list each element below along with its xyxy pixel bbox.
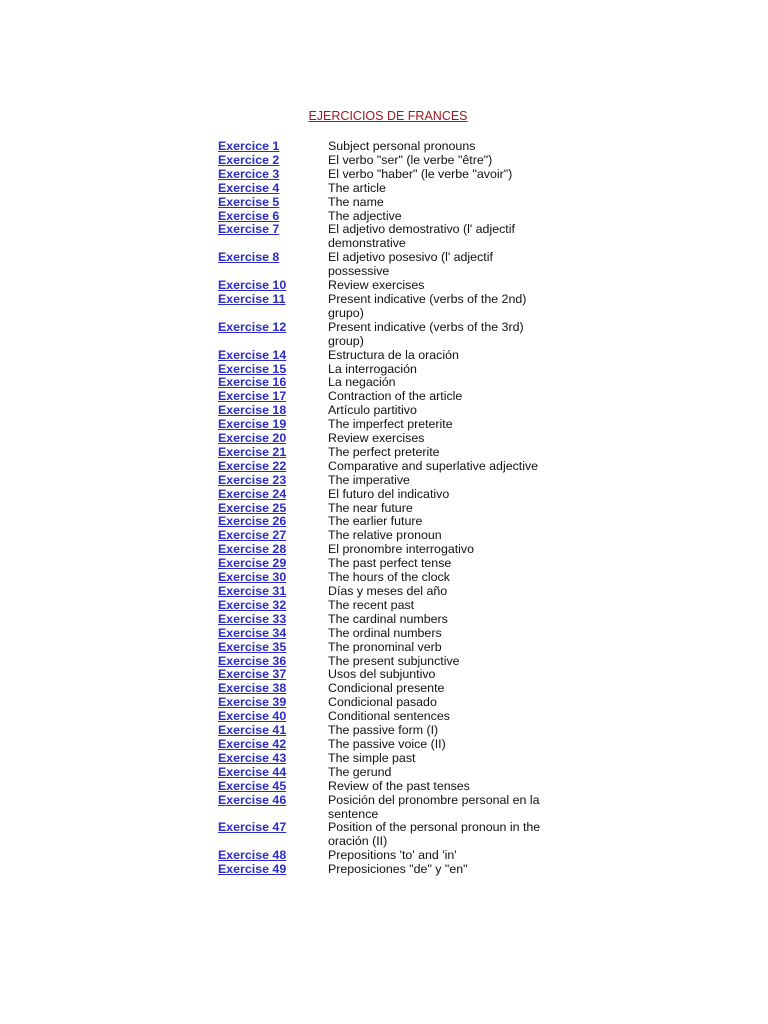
exercise-row [218,682,558,696]
exercise-description: El verbo "ser" (le verbe "être") [328,152,493,167]
exercise-link[interactable]: Exercice 1 [218,139,280,153]
exercise-link[interactable]: Exercise 7 [218,222,280,237]
exercise-link[interactable]: Exercise 12 [218,319,287,334]
exercise-link[interactable]: Exercice 3 [218,166,280,181]
exercise-link[interactable]: Exercise 47 [218,820,287,835]
exercise-row [218,627,558,641]
exercise-description: La negación [328,375,396,390]
exercise-description: The ordinal numbers [328,625,442,640]
exercise-row [218,460,558,474]
exercise-row [218,752,558,766]
exercise-link[interactable]: Exercise 14 [218,347,287,362]
exercise-row [218,515,558,529]
exercise-description: The imperative [328,472,410,487]
exercise-description: Artículo partitivo [328,403,417,418]
exercise-description: The earlier future [328,514,423,529]
exercise-description: Días y meses del año [328,584,448,598]
exercise-row [218,474,558,488]
exercise-row [218,821,558,849]
exercise-link[interactable]: Exercise 44 [218,764,287,779]
exercise-link[interactable]: Exercise 36 [218,653,287,668]
exercise-link[interactable]: Exercise 11 [218,291,286,306]
exercise-description: Review exercises [328,278,425,293]
exercise-link[interactable]: Exercise 48 [218,848,287,863]
exercise-description: Condicional presente [328,681,445,696]
exercise-description: Present indicative (verbs of the 2nd) grupo) [328,291,527,320]
exercise-row [218,210,558,224]
exercise-link[interactable]: Exercise 37 [218,667,287,682]
exercise-description: Subject personal pronouns [328,139,476,153]
exercise-link[interactable]: Exercise 39 [218,695,287,710]
exercise-row [218,432,558,446]
exercise-link[interactable]: Exercise 21 [218,444,287,459]
exercise-link[interactable]: Exercise 24 [218,486,287,501]
exercise-row [218,251,558,279]
exercise-description: Comparative and superlative adjective [328,458,539,473]
exercise-description: The simple past [328,750,416,765]
exercise-row [218,766,558,780]
exercise-row [218,668,558,682]
exercise-link[interactable]: Exercise 5 [218,194,280,209]
exercise-description: The near future [328,500,413,515]
exercise-description: Review of the past tenses [328,778,470,793]
exercise-row [218,488,558,502]
exercise-list [218,140,558,877]
exercise-row [218,780,558,794]
exercise-description: The pronominal verb [328,639,442,654]
exercise-link[interactable]: Exercise 35 [218,639,287,654]
exercise-description: Usos del subjuntivo [328,667,436,682]
exercise-description: Review exercises [328,431,425,446]
exercise-link[interactable]: Exercise 38 [218,681,287,696]
exercise-row [218,724,558,738]
exercise-link[interactable]: Exercise 25 [218,500,287,515]
exercise-description: The relative pronoun [328,528,442,543]
exercise-link[interactable]: Exercise 28 [218,542,287,557]
exercise-row [218,710,558,724]
exercise-link[interactable]: Exercise 40 [218,709,287,724]
exercise-description: Conditional sentences [328,709,450,724]
exercise-row [218,446,558,460]
exercise-description: Contraction of the article [328,389,463,404]
exercise-row [218,641,558,655]
exercise-row [218,655,558,669]
exercise-row [218,794,558,822]
exercise-row [218,196,558,210]
exercise-description: La interrogación [328,361,417,376]
exercise-link[interactable]: Exercise 33 [218,611,287,626]
exercise-row [218,571,558,585]
exercise-description: Condicional pasado [328,695,437,710]
exercise-link[interactable]: Exercise 42 [218,736,287,751]
exercise-description: The imperfect preterite [328,417,453,432]
exercise-row [218,529,558,543]
exercise-description: The hours of the clock [328,570,450,585]
exercise-description: The past perfect tense [328,556,452,571]
exercise-link[interactable]: Exercise 29 [218,556,287,571]
exercise-row [218,404,558,418]
exercise-link[interactable]: Exercise 10 [218,278,287,293]
exercise-description: The recent past [328,597,415,612]
exercise-row [218,599,558,613]
exercise-row [218,376,558,390]
exercise-description: Present indicative (verbs of the 3rd) group) [328,319,524,348]
exercise-row [218,418,558,432]
exercise-row [218,502,558,516]
exercise-row [218,738,558,752]
exercise-row [218,696,558,710]
exercise-row [218,613,558,627]
exercise-link[interactable]: Exercice 2 [218,152,280,167]
exercise-row [218,363,558,377]
exercise-link[interactable]: Exercise 45 [218,778,287,793]
exercise-description: The adjective [328,208,402,223]
exercise-link[interactable]: Exercise 16 [218,375,287,390]
exercise-row [218,390,558,404]
exercise-row [218,849,558,863]
exercise-link[interactable]: Exercise 26 [218,514,287,529]
exercise-row [218,293,558,321]
exercise-link[interactable]: Exercise 23 [218,472,287,487]
exercise-description: El futuro del indicativo [328,486,450,501]
exercise-description: The present subjunctive [328,653,460,668]
page-title: EJERCICIOS DE FRANCES [308,109,468,123]
exercise-description: The gerund [328,764,392,779]
exercise-row [218,182,558,196]
exercise-description: The perfect preterite [328,444,440,459]
exercise-row [218,154,558,168]
exercise-link[interactable]: Exercise 30 [218,570,287,585]
exercise-row [218,140,558,154]
exercise-description: The passive voice (II) [328,736,446,751]
exercise-link[interactable]: Exercise 4 [218,180,280,195]
exercise-description: El pronombre interrogativo [328,542,475,557]
exercise-row [218,349,558,363]
exercise-description: Estructura de la oración [328,347,459,362]
exercise-link[interactable]: Exercise 46 [218,792,287,807]
exercise-row [218,585,558,599]
exercise-link[interactable]: Exercise 27 [218,528,287,543]
exercise-description: The cardinal numbers [328,611,448,626]
exercise-link[interactable]: Exercise 6 [218,208,280,223]
exercise-description: El verbo "haber" (le verbe "avoir") [328,166,513,181]
exercise-link[interactable]: Exercise 34 [218,625,287,640]
exercise-link[interactable]: Exercise 18 [218,403,287,418]
exercise-description: The name [328,194,384,209]
exercise-row [218,557,558,571]
exercise-row [218,223,558,251]
exercise-row [218,321,558,349]
exercise-row [218,863,558,877]
exercise-link[interactable]: Exercise 22 [218,458,287,473]
exercise-row [218,543,558,557]
exercise-description: El adjetivo demostrativo (l' adjectif demonstrative [328,222,515,251]
exercise-link[interactable]: Exercise 15 [218,361,287,376]
exercise-link[interactable]: Exercise 41 [218,723,287,738]
exercise-description: Posición del pronombre personal en la sentence [328,792,540,821]
exercise-link[interactable]: Exercise 17 [218,389,287,404]
exercise-link[interactable]: Exercise 20 [218,431,287,446]
exercise-row [218,279,558,293]
exercise-description: The article [328,180,386,195]
exercise-link[interactable]: Exercise 49 [218,862,287,877]
exercise-row [218,168,558,182]
exercise-link[interactable]: Exercise 19 [218,417,287,432]
exercise-link[interactable]: Exercise 8 [218,250,280,265]
exercise-description: El adjetivo posesivo (l' adjectif possessive [328,250,493,279]
exercise-description: The passive form (I) [328,723,439,738]
exercise-link[interactable]: Exercise 32 [218,597,287,612]
exercise-description: Position of the personal pronoun in the oración (II) [328,820,541,849]
exercise-link[interactable]: Exercise 31 [218,584,287,598]
exercise-description: Prepositions 'to' and 'in' [328,848,457,863]
exercise-description: Preposiciones "de" y "en" [328,862,468,877]
exercise-link[interactable]: Exercise 43 [218,750,287,765]
